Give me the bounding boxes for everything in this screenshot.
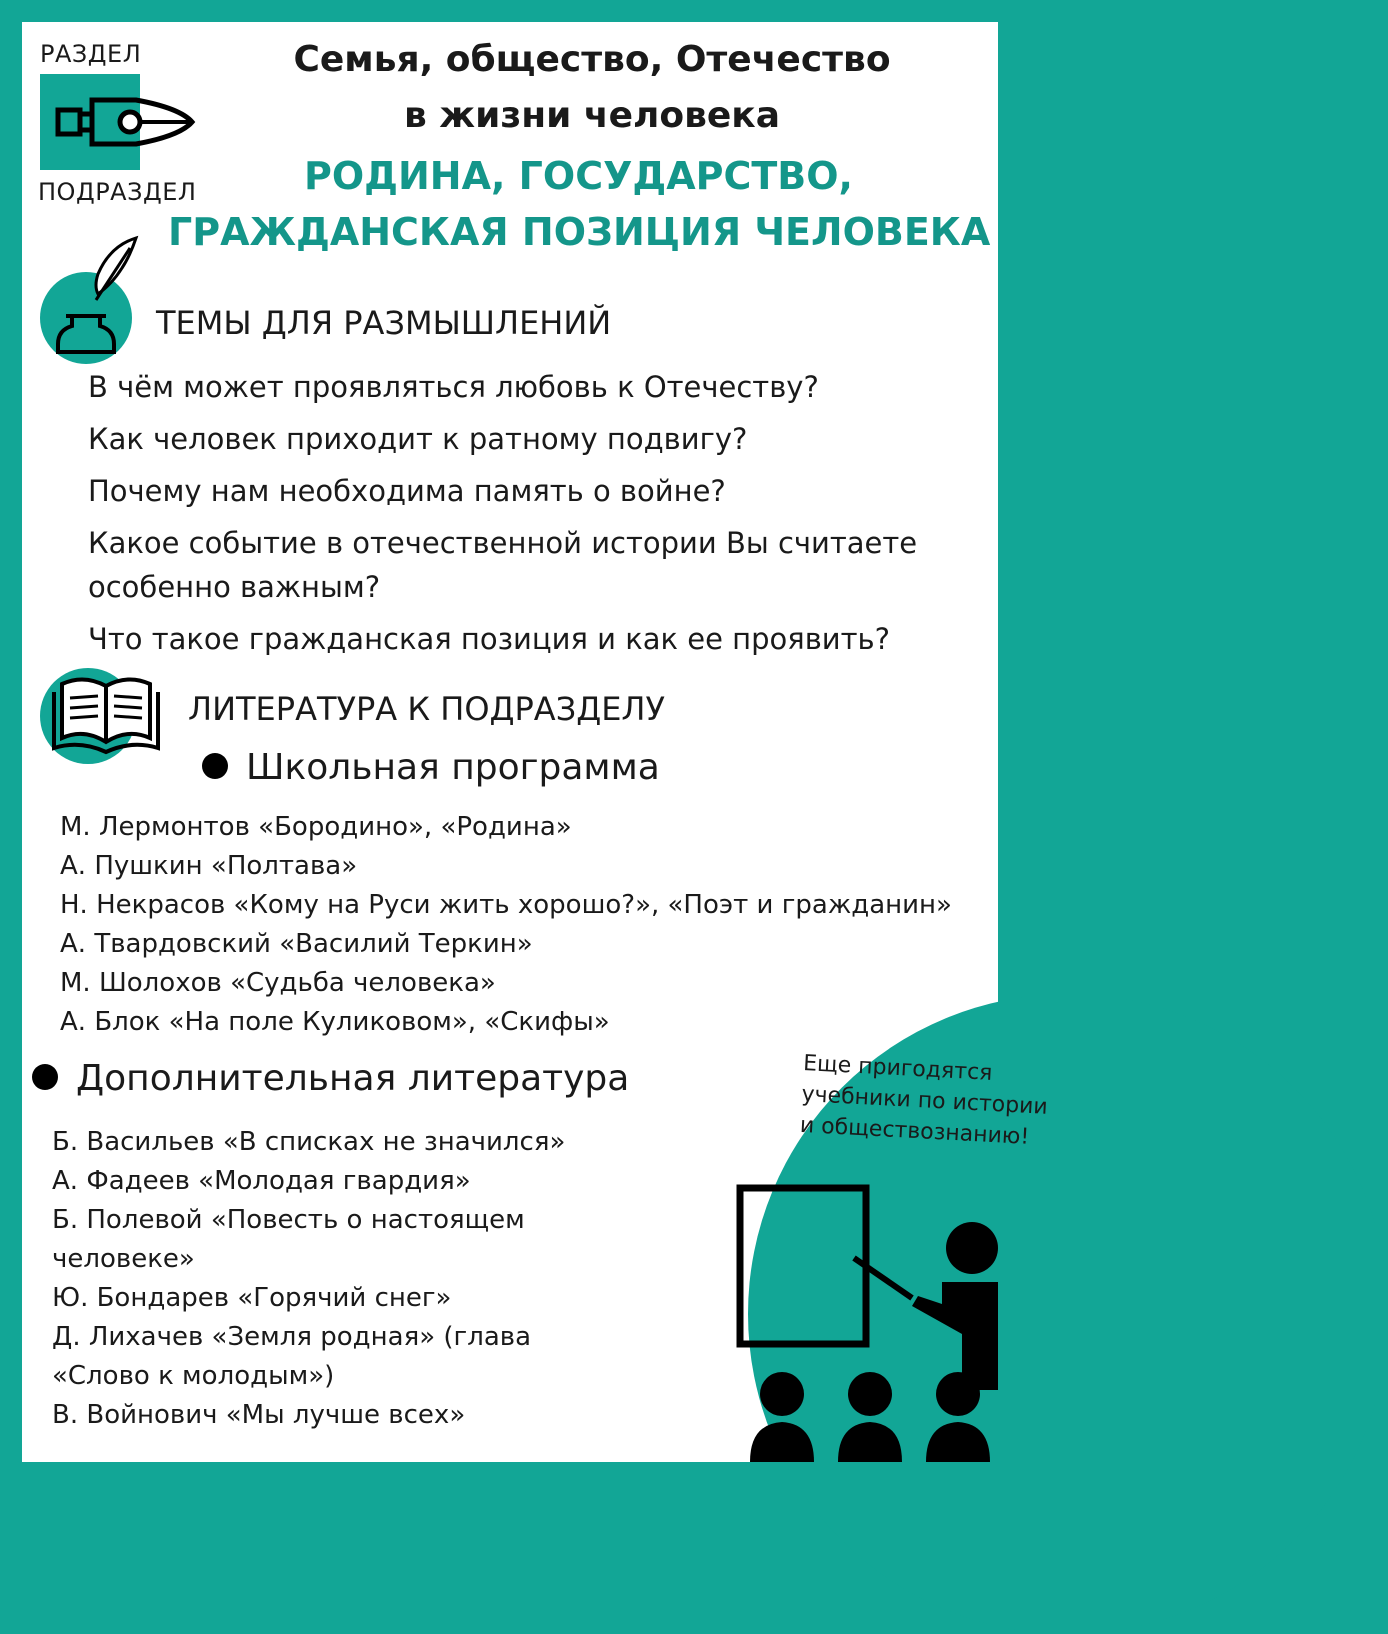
reflection-heading: ТЕМЫ ДЛЯ РАЗМЫШЛЕНИЙ bbox=[156, 304, 612, 342]
section-title-line1: Семья, общество, Отечество bbox=[293, 39, 891, 80]
content-sheet bbox=[22, 22, 1049, 1462]
reflection-question: Почему нам необходима память о войне? bbox=[88, 474, 726, 508]
list-item: В. Войнович «Мы лучше всех» bbox=[52, 1400, 466, 1430]
extra-literature-heading bbox=[32, 1058, 629, 1099]
school-program-heading bbox=[202, 747, 660, 788]
teacher-board-icon bbox=[736, 1180, 998, 1466]
list-item: А. Пушкин «Полтава» bbox=[60, 851, 358, 881]
quill-inkwell-icon bbox=[40, 234, 160, 370]
subsection-title-line2: ГРАЖДАНСКАЯ ПОЗИЦИЯ ЧЕЛОВЕКА bbox=[168, 210, 991, 254]
list-item: А. Блок «На поле Куликовом», «Скифы» bbox=[60, 1007, 610, 1037]
subsection-label: ПОДРАЗДЕЛ bbox=[38, 178, 197, 206]
school-program-label: Школьная программа bbox=[246, 747, 660, 788]
reflection-question: Что такое гражданская позиция и как ее проявить? bbox=[88, 622, 891, 656]
section-label: РАЗДЕЛ bbox=[40, 40, 142, 68]
hint-text: Еще пригодятся учебники по истории и обществознанию! bbox=[799, 1050, 1049, 1150]
literature-heading: ЛИТЕРАТУРА К ПОДРАЗДЕЛУ bbox=[188, 690, 665, 728]
bullet-icon bbox=[32, 1064, 58, 1090]
reflection-question-list bbox=[88, 365, 988, 661]
bullet-icon bbox=[202, 753, 228, 779]
open-book-icon bbox=[40, 662, 170, 768]
list-item: Б. Полевой «Повесть о настоящем человеке» bbox=[52, 1205, 525, 1274]
list-item: Б. Васильев «В списках не значился» bbox=[52, 1127, 566, 1157]
reflection-question: В чём может проявляться любовь к Отечеству? bbox=[88, 370, 819, 404]
extra-literature-list bbox=[52, 1123, 592, 1435]
list-item: А. Фадеев «Молодая гвардия» bbox=[52, 1166, 471, 1196]
section-title bbox=[262, 32, 922, 144]
list-item: Ю. Бондарев «Горячий снег» bbox=[52, 1283, 452, 1313]
school-program-list bbox=[60, 808, 990, 1042]
fountain-pen-nib-icon bbox=[40, 74, 200, 174]
reflection-question: Какое событие в отечественной истории Вы считаете особенно важным? bbox=[88, 526, 918, 604]
subsection-title-line1: РОДИНА, ГОСУДАРСТВО, bbox=[304, 154, 853, 198]
extra-literature-label: Дополнительная литература bbox=[76, 1058, 630, 1099]
list-item: М. Лермонтов «Бородино», «Родина» bbox=[60, 812, 572, 842]
section-title-line2: в жизни человека bbox=[403, 95, 781, 136]
list-item: Д. Лихачев «Земля родная» (глава «Слово к молодым») bbox=[52, 1322, 532, 1391]
reflection-question: Как человек приходит к ратному подвигу? bbox=[88, 422, 748, 456]
list-item: А. Твардовский «Василий Теркин» bbox=[60, 929, 533, 959]
list-item: М. Шолохов «Судьба человека» bbox=[60, 968, 496, 998]
list-item: Н. Некрасов «Кому на Руси жить хорошо?», «Поэт и гражданин» bbox=[60, 890, 952, 920]
